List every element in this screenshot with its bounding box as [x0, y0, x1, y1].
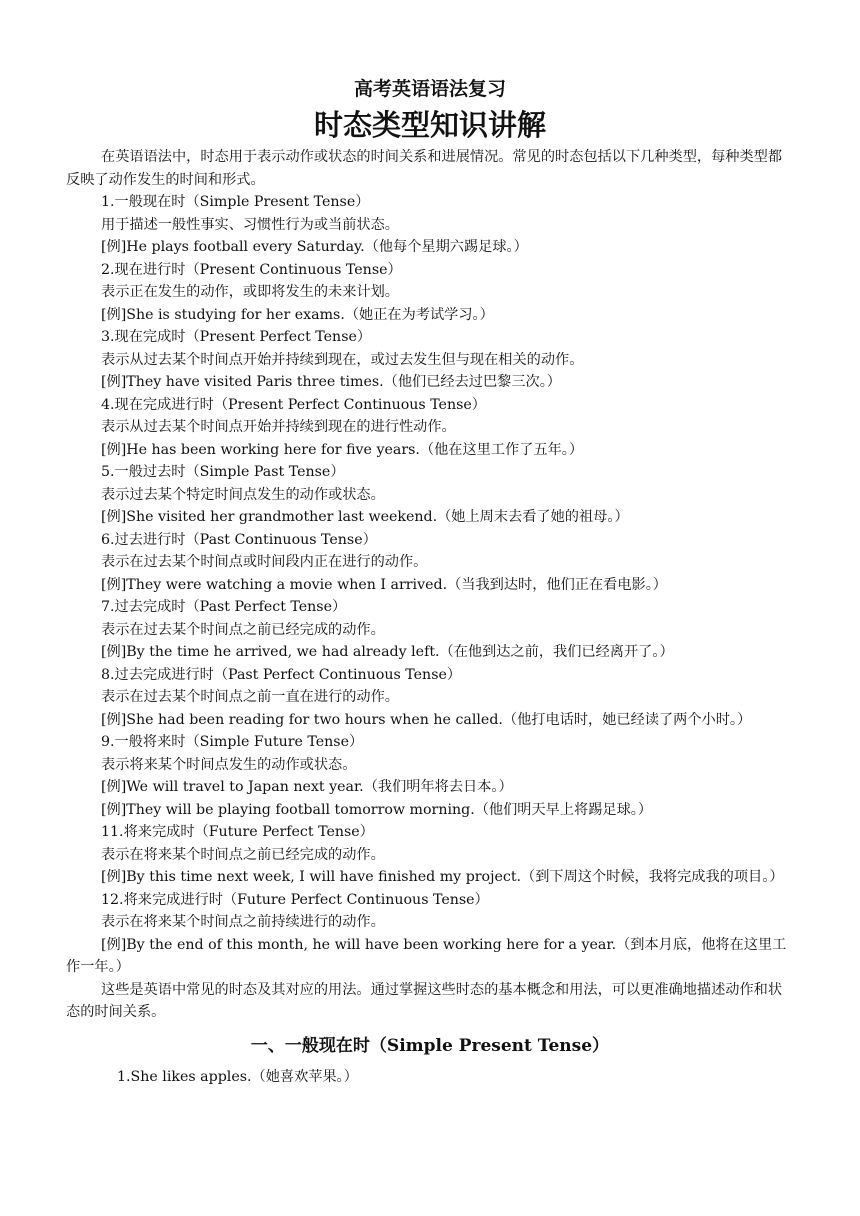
tense-description: 表示在过去某个时间点之前一直在进行的动作。 [101, 689, 399, 705]
tense-example: [例]He plays football every Saturday.（他每个星期六踢足球。） [101, 239, 528, 255]
tense-example: [例]She is studying for her exams.（她正在为考试学习。） [101, 306, 494, 323]
tense-entry [66, 326, 794, 394]
tense-description: 表示从过去某个时间点开始并持续到现在的进行性动作。 [101, 419, 456, 435]
tense-entry [66, 529, 794, 597]
intro-paragraph: 在英语语法中，时态用于表示动作或状态的时间关系和进展情况。常见的时态包括以下几种类型，每种类型都反映了动作发生的时间和形式。 [66, 149, 783, 188]
tense-description: 表示将来某个时间点发生的动作或状态。 [101, 756, 357, 773]
tense-example: [例]She visited her grandmother last weekend.（她上周末去看了她的祖母。） [101, 509, 629, 525]
tense-list [66, 191, 794, 979]
tense-description: 用于描述一般性事实、习惯性行为或当前状态。 [101, 216, 399, 233]
tense-example: [例]By this time next week, I will have finished my project.（到下周这个时候，我将完成我的项目。） [101, 869, 784, 885]
tense-description: 表示在过去某个时间点之前已经完成的动作。 [101, 621, 385, 638]
tense-example: [例]She had been reading for two hours when he called.（他打电话时，她已经读了两个小时。） [101, 711, 752, 728]
document-subtitle: 高考英语语法复习 [353, 78, 506, 100]
tense-example: [例]By the time he arrived, we had already left.（在他到达之前，我们已经离开了。） [101, 644, 674, 660]
tense-entry [66, 664, 794, 732]
tense-heading: 5.一般过去时（Simple Past Tense） [101, 464, 345, 480]
tense-heading: 7.过去完成时（Past Perfect Tense） [101, 599, 347, 615]
tense-example: [例]We will travel to Japan next year.（我们明年将去日本。） [101, 779, 513, 795]
tense-heading: 12.将来完成进行时（Future Perfect Continuous Tense） [101, 891, 489, 908]
section-heading: 一、一般现在时（Simple Present Tense） [250, 1035, 610, 1056]
tense-example: [例]By the end of this month, he will have been working here for a year.（到本月底，他将在这里工作一年。） [66, 936, 787, 975]
section-sample-sentence: 1.She likes apples.（她喜欢苹果。） [117, 1068, 358, 1085]
tense-heading: 8.过去完成进行时（Past Perfect Continuous Tense） [101, 666, 462, 683]
tense-description: 表示从过去某个时间点开始并持续到现在，或过去发生但与现在相关的动作。 [101, 351, 584, 368]
tense-description: 表示正在发生的动作，或即将发生的未来计划。 [101, 284, 399, 300]
tense-heading: 9.一般将来时（Simple Future Tense） [101, 734, 364, 750]
tense-heading: 2.现在进行时（Present Continuous Tense） [101, 261, 402, 278]
tense-heading: 6.过去进行时（Past Continuous Tense） [101, 531, 377, 548]
tense-heading: 11.将来完成时（Future Perfect Tense） [101, 824, 374, 840]
tense-entry [66, 596, 794, 664]
tense-description: 表示在将来某个时间点之前已经完成的动作。 [101, 846, 385, 863]
tense-heading: 4.现在完成进行时（Present Perfect Continuous Tense） [101, 396, 486, 413]
conclusion-paragraph: 这些是英语中常见的时态及其对应的用法。通过掌握这些时态的基本概念和用法，可以更准确地描述动作和状态的时间关系。 [66, 981, 783, 1020]
tense-heading: 3.现在完成时（Present Perfect Tense） [101, 329, 372, 345]
tense-description: 表示在过去某个时间点或时间段内正在进行的动作。 [101, 554, 428, 570]
document-title: 时态类型知识讲解 [313, 108, 546, 142]
tense-entry [66, 394, 794, 462]
tense-heading: 1.一般现在时（Simple Present Tense） [101, 194, 370, 210]
document-body [66, 146, 794, 1024]
tense-entry [66, 191, 794, 259]
tense-description: 表示过去某个特定时间点发生的动作或状态。 [101, 486, 385, 503]
tense-example: [例]They will be playing football tomorrow morning.（他们明天早上将踢足球。） [101, 801, 653, 818]
tense-entry [66, 889, 794, 979]
tense-example: [例]They have visited Paris three times.（他们已经去过巴黎三次。） [101, 374, 561, 390]
tense-description: 表示在将来某个时间点之前持续进行的动作。 [101, 914, 385, 930]
tense-entry [66, 259, 794, 327]
tense-entry [66, 821, 794, 889]
tense-entry [66, 461, 794, 529]
tense-entry [66, 731, 794, 821]
tense-example: [例]He has been working here for five years.（他在这里工作了五年。） [101, 441, 584, 458]
tense-example: [例]They were watching a movie when I arrived.（当我到达时，他们正在看电影。） [101, 576, 667, 593]
